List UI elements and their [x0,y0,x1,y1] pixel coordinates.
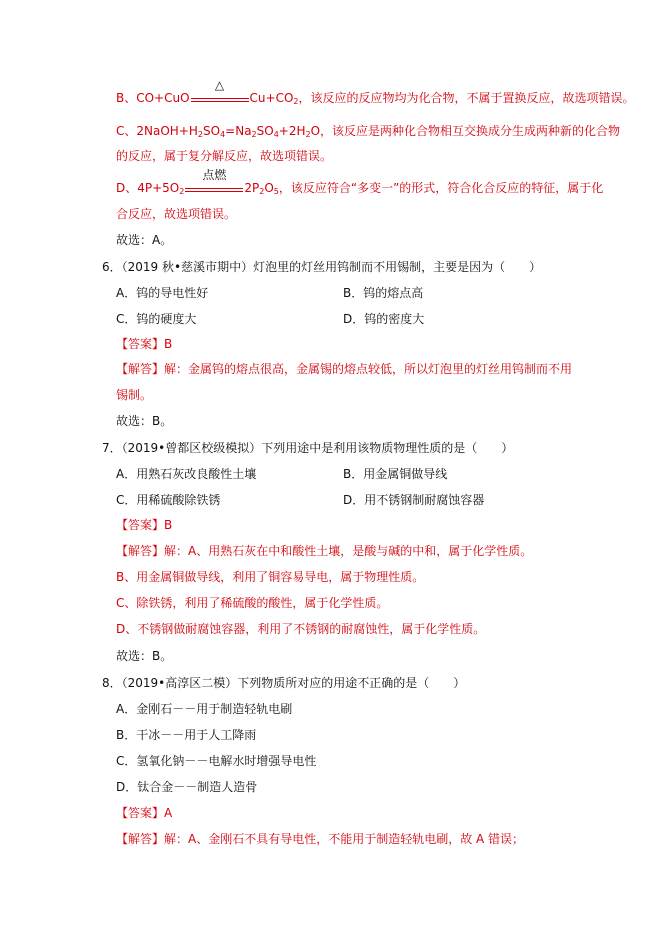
q7-option-d: D．用不锈钢制耐腐蚀容器 [343,493,485,507]
q8-option-c: C．氢氧化钠－－电解水时增强导电性 [116,754,317,768]
q8-explanation-line1: 【解答】解：A、金刚石不具有导电性，不能用于制造轻轨电刷，故 A 错误； [116,832,525,846]
question-7: 7．（2019•曾都区校级模拟）下列用途中是利用该物质物理性质的是（ ） [102,441,514,455]
q7-answer-key: 【答案】B [116,518,173,532]
q7-explanation-line4: D、不锈钢做耐腐蚀容器，利用了不锈钢的耐腐蚀性，属于化学性质。 [116,622,486,636]
q6-explanation-line1: 【解答】解：金属钨的熔点很高，金属锡的熔点较低，所以灯泡里的灯丝用钨制而不用 [116,362,573,376]
question-6: 6．（2019 秋•慈溪市期中）灯泡里的灯丝用钨制而不用锡制，主要是因为（ ） [102,260,542,274]
answer-selection-q5: 故选：A。 [116,233,173,247]
q7-explanation-line3: C、除铁锈，利用了稀硫酸的酸性，属于化学性质。 [116,596,389,610]
q6-answer-selection: 故选：B。 [116,414,173,428]
q8-option-d: D．钛合金－－制造人造骨 [116,780,258,794]
q8-answer-key: 【答案】A [116,806,173,820]
question-8: 8．（2019•高淳区二模）下列物质所对应的用途不正确的是（ ） [102,676,466,690]
explanation-text: ，该反应的反应物均为化合物，不属于置换反应，故选项错误。 [298,91,635,105]
option-c-explanation-line1: C、$2NaOH+H_2SO_4=Na_2SO_4+2H_2O$，该反应是两种化合物相互交换成分生成两种新的化合物 [116,124,621,139]
option-d-explanation-line1: D、$4P+5O_2$ 点燃 $2P_2O_5$，该反应符合“多变一”的形式，符合化合反应的特征，属于化 [116,168,604,196]
equation-products: Cu+CO [249,91,294,105]
ignition-condition: 点燃 [185,181,243,195]
q7-explanation-line2: B、用金属铜做导线，利用了铜容易导电，属于物理性质。 [116,570,425,584]
q6-option-d: D．钨的密度大 [343,312,425,326]
heating-condition [191,78,249,105]
q6-answer-key: 【答案】B [116,337,173,351]
q7-option-c: C．用稀硫酸除铁锈 [116,493,221,507]
option-c-explanation-line2: 的反应，属于复分解反应，故选项错误。 [116,149,333,163]
q6-option-a: A．钨的导电性好 [116,286,209,300]
q7-option-b: B．用金属铜做导线 [343,467,448,481]
heat-triangle-icon: △ [214,78,225,92]
q7-option-a: A．用熟石灰改良酸性土壤 [116,467,257,481]
q6-option-b: B．钨的熔点高 [343,286,424,300]
q6-explanation-line2: 锡制。 [116,388,153,402]
equation-reactants: B、CO+CuO [116,91,190,105]
q8-option-b: B．干冰－－用于人工降雨 [116,728,257,742]
q7-answer-selection: 故选：B。 [116,649,173,663]
q6-option-c: C．钨的硬度大 [116,312,197,326]
q8-option-a: A．金刚石－－用于制造轻轨电刷 [116,702,293,716]
option-b-explanation: B、CO+CuO △ $Cu+CO_2$，该反应的反应物均为化合物，不属于置换反应，故选项错误。 [116,78,635,106]
q7-explanation-line1: 【解答】解：A、用熟石灰在中和酸性土壤，是酸与碱的中和，属于化学性质。 [116,544,533,558]
option-d-explanation-line2: 合反应，故选项错误。 [116,207,237,221]
